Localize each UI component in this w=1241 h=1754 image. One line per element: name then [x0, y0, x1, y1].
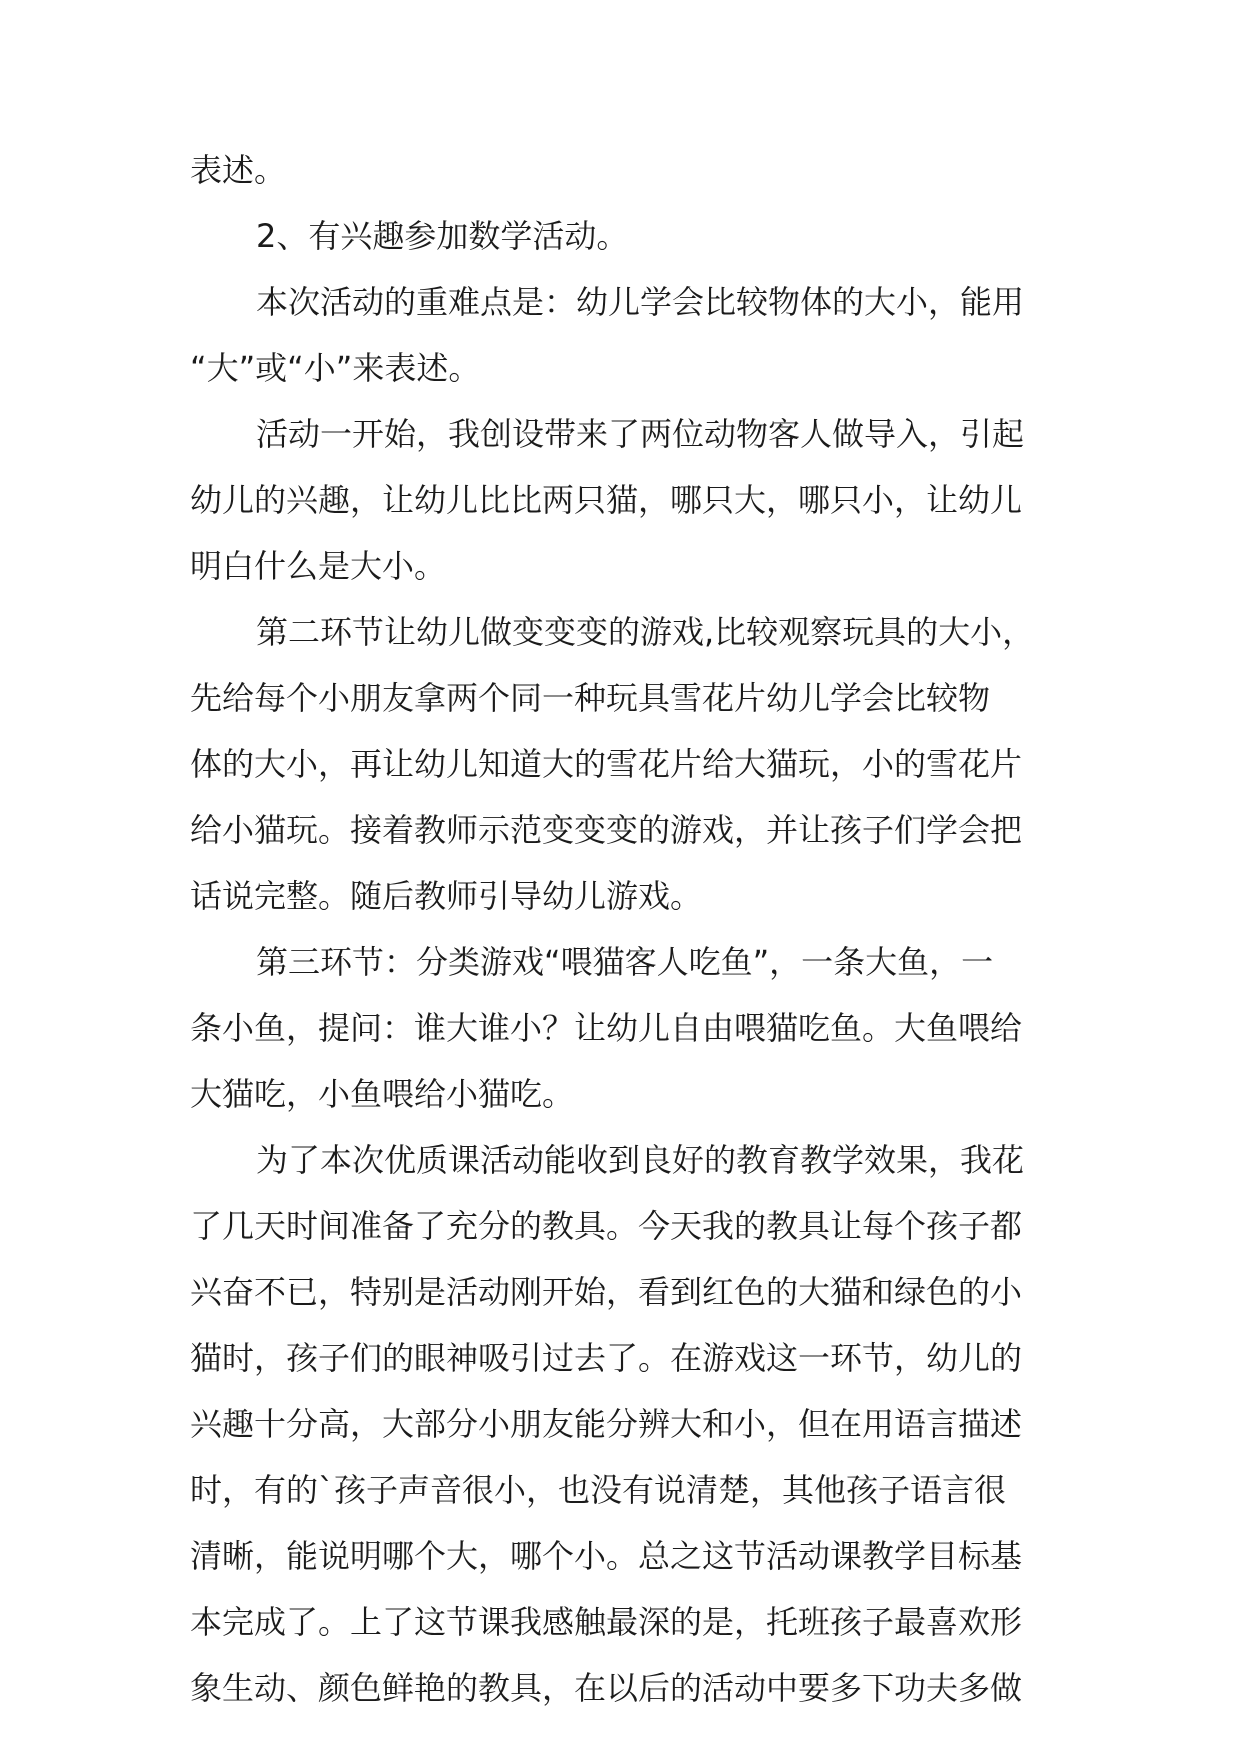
text-line: 明白什么是大小。 [190, 547, 447, 585]
text-line: 本完成了。上了这节课我感触最深的是，托班孩子最喜欢形 [190, 1603, 1023, 1641]
text-line: 条小鱼，提问：谁大谁小？让幼儿自由喂猫吃鱼。大鱼喂给 [190, 1009, 1023, 1047]
text-line: 表述。 [190, 151, 287, 189]
text-line: 话说完整。随后教师引导幼儿游戏。 [190, 877, 703, 915]
text-line: 第二环节让幼儿做变变变的游戏,比较观察玩具的大小， [256, 613, 1035, 651]
text-line: 兴趣十分高，大部分小朋友能分辨大和小，但在用语言描述 [190, 1405, 1023, 1443]
text-line: 兴奋不已，特别是活动刚开始，看到红色的大猫和绿色的小 [190, 1273, 1023, 1311]
text-line: 象生动、颜色鲜艳的教具，在以后的活动中要多下功夫多做 [190, 1669, 1023, 1707]
text-line: 幼儿的兴趣，让幼儿比比两只猫，哪只大，哪只小，让幼儿 [190, 481, 1023, 519]
text-line: 为了本次优质课活动能收到良好的教育教学效果，我花 [256, 1141, 1025, 1179]
text-line: 给小猫玩。接着教师示范变变变的游戏，并让孩子们学会把 [190, 811, 1023, 849]
text-line: 体的大小，再让幼儿知道大的雪花片给大猫玩，小的雪花片 [190, 745, 1023, 783]
text-line: 本次活动的重难点是：幼儿学会比较物体的大小，能用 [256, 283, 1025, 321]
text-line: 2、有兴趣参加数学活动。 [256, 217, 629, 255]
text-line: 大猫吃，小鱼喂给小猫吃。 [190, 1075, 575, 1113]
text-line: 活动一开始，我创设带来了两位动物客人做导入，引起 [256, 415, 1025, 453]
text-line: 先给每个小朋友拿两个同一种玩具雪花片幼儿学会比较物 [190, 679, 991, 717]
text-line: 清晰，能说明哪个大，哪个小。总之这节活动课教学目标基 [190, 1537, 1023, 1575]
text-line: “大”或“小”来表述。 [190, 349, 481, 387]
text-line: 第三环节：分类游戏“喂猫客人吃鱼”，一条大鱼，一 [256, 943, 994, 981]
text-line: 时，有的`孩子声音很小，也没有说清楚，其他孩子语言很 [190, 1471, 1007, 1509]
text-line: 了几天时间准备了充分的教具。今天我的教具让每个孩子都 [190, 1207, 1023, 1245]
text-line: 猫时，孩子们的眼神吸引过去了。在游戏这一环节，幼儿的 [190, 1339, 1023, 1377]
